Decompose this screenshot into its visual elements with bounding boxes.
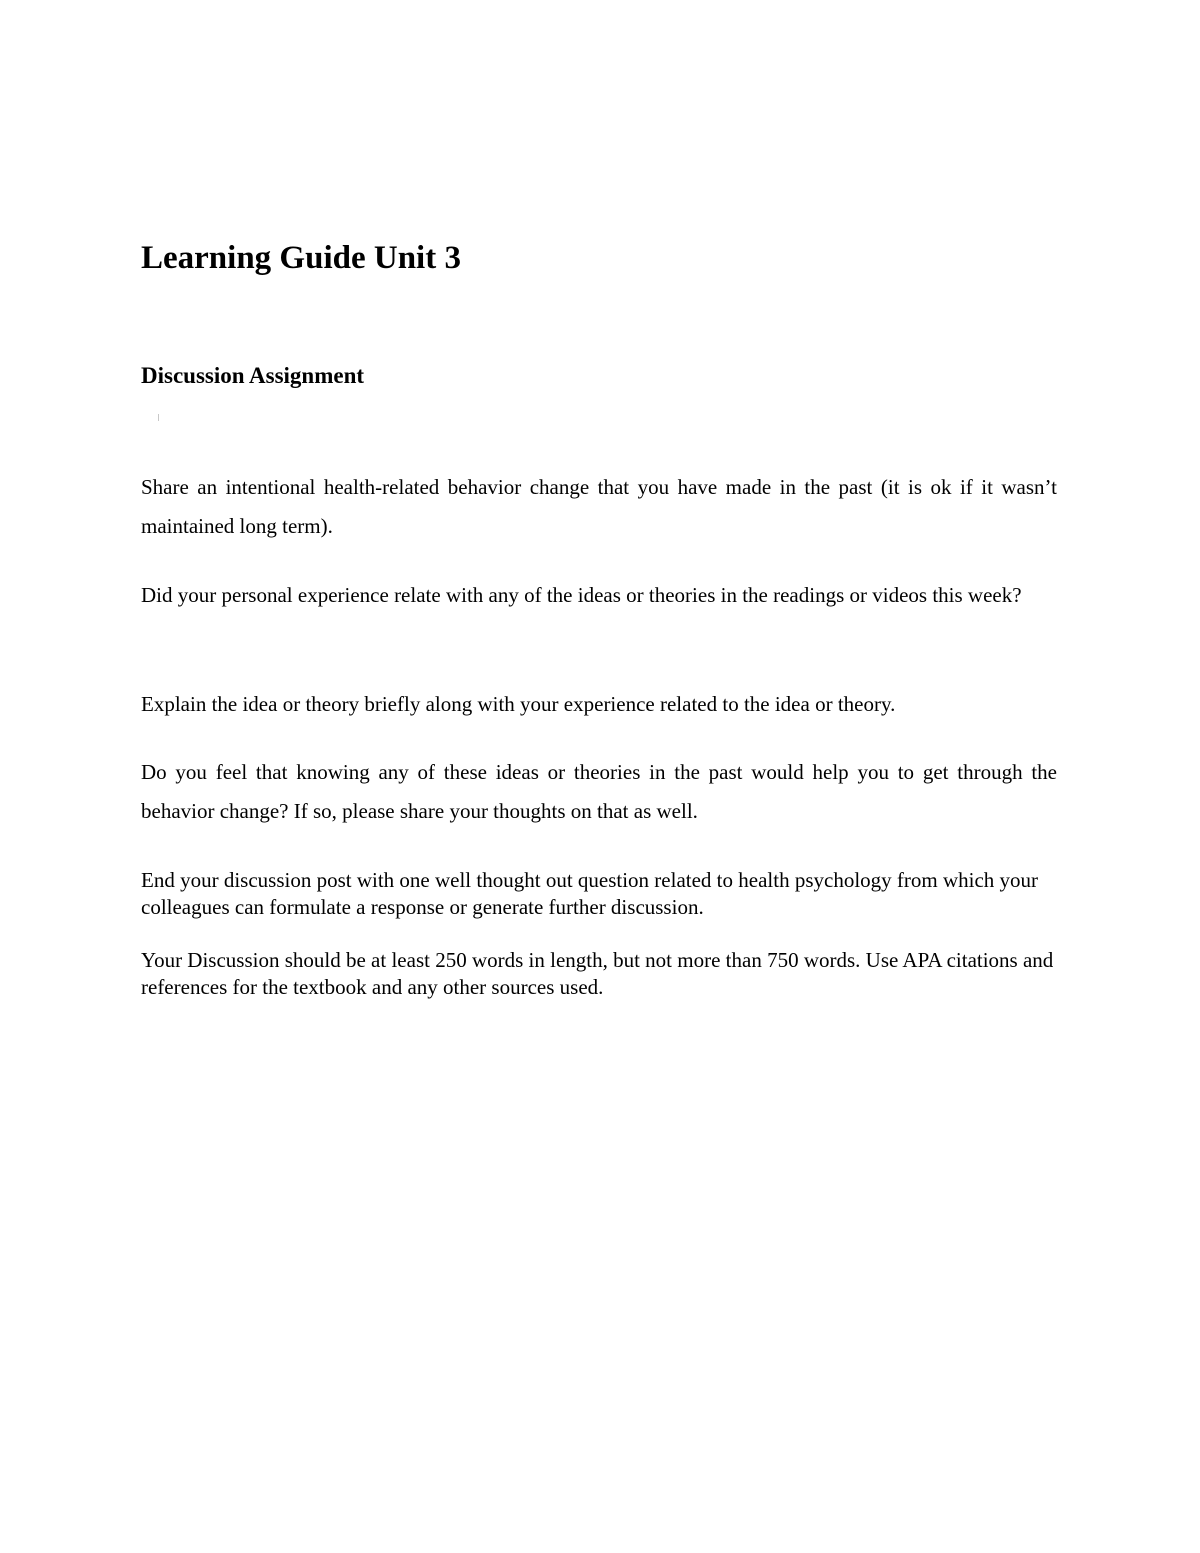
document-title: Learning Guide Unit 3 [141,240,461,276]
paragraph-personal-experience: Did your personal experience relate with any of the ideas or theories in the readings or videos this week? [141,583,1022,607]
section-heading: Discussion Assignment [141,363,365,388]
paragraph-explain-theory: Explain the idea or theory briefly along with your experience related to the idea or theory. [141,692,896,716]
paragraph-behavior-change: Share an intentional health-related behavior change that you have made in the past (it is ok if it wasn’t maintained long term). [141,475,1057,538]
paragraph-word-count: Your Discussion should be at least 250 words in length, but not more than 750 words. Use APA citations and references for the textbook and any other sources used. [141,948,1054,999]
paragraph-knowing-ideas: Do you feel that knowing any of these ideas or theories in the past would help you to get through the behavior change? If so, please share your thoughts on that as well. [141,760,1057,823]
paragraph-end-question: End your discussion post with one well thought out question related to health psychology from which your colleagues can formulate a response or generate further discussion. [141,868,1039,919]
stray-mark [158,414,159,421]
